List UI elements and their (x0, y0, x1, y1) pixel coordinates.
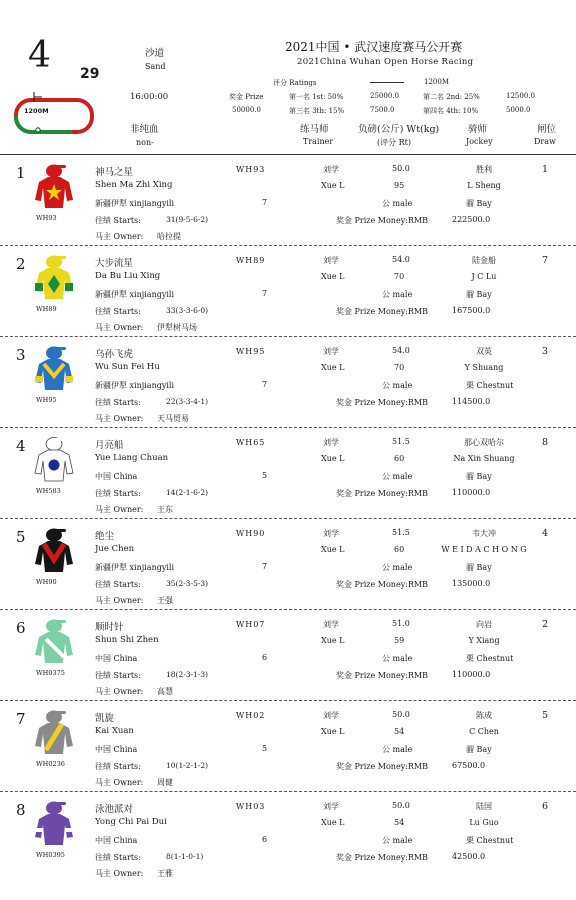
horse-name-en: Kai Xuan (95, 726, 134, 736)
jockey-en: Y Xiang (468, 636, 500, 645)
prize-1st-label: 第一名 1st: 50% (289, 93, 344, 101)
jockey-en: Y Shuang (464, 363, 504, 372)
starts-label: 往绩 Starts: (95, 489, 141, 498)
col-weight: 负磅(公斤) Wt(kg) (358, 124, 440, 135)
horse-code: WH65 (236, 438, 266, 447)
trainer-en: Xue L (321, 363, 345, 372)
prize-1st-amount: 25000.0 (370, 92, 399, 100)
jockey-en: L Sheng (467, 181, 501, 190)
horse-code: WH02 (236, 711, 266, 720)
jockey-cn: 双英 (476, 347, 492, 356)
jockey-en: W E I D A C H O N G (441, 545, 527, 554)
horse-rating: 59 (394, 636, 405, 645)
jockey-cn: 胜利 (476, 165, 492, 174)
jockey-cn: 韦大冲 (472, 529, 496, 538)
horse-rating: 54 (394, 727, 405, 736)
trainer-en: Xue L (321, 818, 345, 827)
track-surface-cn: 沙道 (145, 48, 165, 59)
horse-name-en: Shen Ma Zhi Xing (95, 180, 173, 190)
carried-weight: 50.0 (392, 164, 410, 173)
horse-name-cn: 泳池派对 (95, 804, 134, 815)
horse-prize-money: 167500.0 (452, 306, 491, 315)
col-rating: (评分 Rt) (377, 138, 412, 147)
horse-age: 7 (262, 289, 268, 298)
horse-code: WH90 (236, 529, 266, 538)
silk-code: WH93 (36, 214, 57, 222)
silk-code: WH0375 (36, 669, 65, 677)
jockey-en: C Chen (469, 727, 499, 736)
horse-rating: 60 (394, 545, 405, 554)
carried-weight: 54.0 (392, 346, 410, 355)
horse-owner: 王强 (157, 596, 173, 605)
horse-rating: 60 (394, 454, 405, 463)
row-divider (0, 427, 576, 428)
horse-prize-money: 222500.0 (452, 215, 491, 224)
owner-label: 马主 Owner: (95, 869, 144, 878)
horse-starts: 35(2-3-5-3) (166, 579, 209, 588)
runner-row-8 (0, 795, 576, 886)
horse-color: 骝 Bay (466, 290, 492, 299)
runner-number: 4 (16, 437, 26, 455)
trainer-cn: 刘学 (323, 620, 339, 629)
race-title-cn: 2021中国 • 武汉速度赛马公开赛 (285, 40, 463, 54)
horse-color: 栗 Chestnut (466, 381, 514, 390)
col-trainer-en: Trainer (303, 137, 334, 146)
owner-label: 马主 Owner: (95, 596, 144, 605)
horse-sex: 公 male (382, 290, 413, 299)
horse-starts: 33(3-3-6-0) (166, 306, 209, 315)
silk-code: WH90 (36, 578, 57, 586)
race-time: 16:00:00 (130, 92, 169, 102)
horse-name-cn: 绝尘 (95, 531, 115, 542)
trainer-en: Xue L (321, 181, 345, 190)
horse-rating: 95 (394, 181, 405, 190)
horse-prize-money: 114500.0 (452, 397, 491, 406)
runner-number: 3 (16, 346, 26, 364)
race-distance: 1200M (424, 78, 449, 86)
starts-label: 往绩 Starts: (95, 671, 141, 680)
horse-name-cn: 顺时针 (95, 622, 124, 633)
row-divider (0, 336, 576, 337)
jockey-en: J C Lu (471, 272, 497, 281)
prize-money-label: 奖金 Prize Money:RMB (336, 671, 429, 680)
carried-weight: 50.0 (392, 801, 410, 810)
horse-owner: 王雅 (157, 869, 173, 878)
race-title-en: 2021China Wuhan Open Horse Racing (297, 57, 474, 67)
trainer-cn: 刘学 (323, 529, 339, 538)
starts-label: 往绩 Starts: (95, 580, 141, 589)
race-number: 4 (28, 35, 51, 76)
horse-starts: 18(2-3-1-3) (166, 670, 209, 679)
runner-row-3 (0, 340, 576, 431)
starts-label: 往绩 Starts: (95, 853, 141, 862)
horse-prize-money: 67500.0 (452, 761, 486, 770)
runner-number: 1 (16, 164, 26, 182)
carried-weight: 50.0 (392, 710, 410, 719)
track-surface-en: Sand (145, 62, 166, 71)
prize-money-label: 奖金 Prize Money:RMB (336, 398, 429, 407)
horse-origin: 新疆伊犁 xinjiangyili (95, 563, 175, 572)
row-divider (0, 245, 576, 246)
horse-name-cn: 月亮船 (95, 440, 124, 451)
prize-label: 奖金 Prize (229, 93, 264, 101)
prize-4th-label: 第四名 4th: 10% (423, 107, 479, 115)
horse-prize-money: 110000.0 (452, 488, 491, 497)
runner-number: 6 (16, 619, 26, 637)
trainer-cn: 刘学 (323, 165, 339, 174)
jockey-silk-icon (34, 801, 74, 847)
horse-name-en: Yong Chi Pai Dui (95, 817, 167, 827)
horse-starts: 8(1-1-0-1) (166, 852, 204, 861)
horse-starts: 22(3-3-4-1) (166, 397, 209, 406)
silk-code: WH89 (36, 305, 57, 313)
horse-color: 骝 Bay (466, 199, 492, 208)
horse-name-en: Shun Shi Zhen (95, 635, 159, 645)
horse-name-en: Da Bu Liu Xing (95, 271, 161, 281)
jockey-cn: 那心双哈尔 (464, 438, 504, 447)
horse-name-cn: 凯旋 (95, 713, 115, 724)
owner-label: 马主 Owner: (95, 505, 144, 514)
horse-rating: 70 (394, 272, 405, 281)
race-subscript: 29 (80, 66, 100, 82)
prize-money-label: 奖金 Prize Money:RMB (336, 216, 429, 225)
carried-weight: 51.5 (392, 528, 410, 537)
horse-color: 骝 Bay (466, 745, 492, 754)
horse-age: 5 (262, 744, 268, 753)
trainer-cn: 刘学 (323, 256, 339, 265)
horse-code: WH95 (236, 347, 266, 356)
silk-code: WH0395 (36, 851, 65, 859)
col-draw-cn: 闸位 (537, 124, 557, 135)
starts-label: 往绩 Starts: (95, 398, 141, 407)
prize-money-label: 奖金 Prize Money:RMB (336, 489, 429, 498)
horse-color: 骝 Bay (466, 563, 492, 572)
horse-age: 6 (262, 653, 268, 662)
horse-prize-money: 110000.0 (452, 670, 491, 679)
horse-rating: 70 (394, 363, 405, 372)
draw-number: 7 (542, 255, 549, 266)
draw-number: 6 (542, 801, 549, 812)
horse-age: 7 (262, 198, 268, 207)
horse-owner: 哈拉提 (157, 232, 181, 241)
runner-row-6 (0, 613, 576, 704)
trainer-en: Xue L (321, 636, 345, 645)
prize-2nd-label: 第二名 2nd: 25% (423, 93, 480, 101)
prize-4th-amount: 5000.0 (506, 106, 531, 114)
owner-label: 马主 Owner: (95, 778, 144, 787)
prize-total: 50000.0 (232, 106, 261, 114)
prize-money-label: 奖金 Prize Money:RMB (336, 580, 429, 589)
draw-number: 1 (542, 164, 549, 175)
draw-number: 3 (542, 346, 549, 357)
runner-number: 2 (16, 255, 26, 273)
trainer-en: Xue L (321, 272, 345, 281)
horse-origin: 中国 China (95, 654, 138, 663)
draw-number: 8 (542, 437, 549, 448)
horse-age: 7 (262, 380, 268, 389)
jockey-cn: 陆金船 (472, 256, 496, 265)
row-divider (0, 518, 576, 519)
header-divider (0, 154, 576, 155)
draw-number: 4 (542, 528, 549, 539)
owner-label: 马主 Owner: (95, 232, 144, 241)
col-jockey-en: Jockey (466, 137, 493, 146)
horse-color: 骝 Bay (466, 472, 492, 481)
trainer-en: Xue L (321, 454, 345, 463)
jockey-en: Na Xin Shuang (453, 454, 515, 463)
carried-weight: 54.0 (392, 255, 410, 264)
horse-rating: 54 (394, 818, 405, 827)
horse-code: WH93 (236, 165, 266, 174)
runner-row-5 (0, 522, 576, 613)
horse-sex: 公 male (382, 745, 413, 754)
runner-number: 5 (16, 528, 26, 546)
horse-origin: 新疆伊犁 xinjiangyili (95, 290, 175, 299)
horse-sex: 公 male (382, 654, 413, 663)
starts-label: 往绩 Starts: (95, 762, 141, 771)
horse-origin: 中国 China (95, 472, 138, 481)
jockey-cn: 向岩 (476, 620, 492, 629)
jockey-silk-icon (34, 164, 74, 210)
owner-label: 马主 Owner: (95, 323, 144, 332)
carried-weight: 51.5 (392, 437, 410, 446)
horse-age: 5 (262, 471, 268, 480)
horse-name-en: Yue Liang Chuan (95, 453, 169, 463)
carried-weight: 51.0 (392, 619, 410, 628)
starts-label: 往绩 Starts: (95, 216, 141, 225)
rating-line (370, 82, 404, 83)
jockey-silk-icon (34, 255, 74, 301)
silk-code: WH95 (36, 396, 57, 404)
runner-row-1 (0, 158, 576, 249)
nonpure-label-en: non- (136, 138, 154, 147)
horse-origin: 新疆伊犁 xinjiangyili (95, 381, 175, 390)
horse-owner: 高慧 (157, 687, 173, 696)
col-draw-en: Draw (534, 137, 556, 146)
nonpure-label-cn: 非纯血 (130, 124, 159, 135)
trainer-cn: 刘学 (323, 802, 339, 811)
jockey-silk-icon (34, 528, 74, 574)
horse-sex: 公 male (382, 199, 413, 208)
draw-number: 2 (542, 619, 549, 630)
horse-age: 6 (262, 835, 268, 844)
trainer-cn: 刘学 (323, 438, 339, 447)
trainer-en: Xue L (321, 727, 345, 736)
jockey-cn: 陆国 (476, 802, 492, 811)
trainer-cn: 刘学 (323, 711, 339, 720)
horse-starts: 14(2-1-6-2) (166, 488, 209, 497)
jockey-silk-icon (34, 619, 74, 665)
horse-sex: 公 male (382, 472, 413, 481)
prize-money-label: 奖金 Prize Money:RMB (336, 853, 429, 862)
horse-code: WH89 (236, 256, 266, 265)
runner-row-7 (0, 704, 576, 795)
horse-owner: 王东 (157, 505, 173, 514)
horse-code: WH03 (236, 802, 266, 811)
horse-name-cn: 乌孙飞虎 (95, 349, 134, 360)
horse-color: 栗 Chestnut (466, 654, 514, 663)
horse-sex: 公 male (382, 836, 413, 845)
horse-sex: 公 male (382, 563, 413, 572)
horse-prize-money: 42500.0 (452, 852, 486, 861)
draw-number: 5 (542, 710, 549, 721)
prize-3rd-amount: 7500.0 (370, 106, 395, 114)
rating-label: 评分 Ratings (273, 79, 317, 87)
horse-prize-money: 135000.0 (452, 579, 491, 588)
horse-origin: 中国 China (95, 745, 138, 754)
horse-age: 7 (262, 562, 268, 571)
jockey-en: Lu Guo (469, 818, 499, 827)
prize-money-label: 奖金 Prize Money:RMB (336, 762, 429, 771)
row-divider (0, 609, 576, 610)
starts-label: 往绩 Starts: (95, 307, 141, 316)
prize-3rd-label: 第三名 3th: 15% (289, 107, 345, 115)
horse-name-cn: 大步流星 (95, 258, 134, 269)
track-distance-label: 1200M (24, 107, 49, 115)
horse-name-en: Jue Chen (95, 544, 135, 554)
runner-row-2 (0, 249, 576, 340)
prize-money-label: 奖金 Prize Money:RMB (336, 307, 429, 316)
horse-origin: 新疆伊犁 xinjiangyili (95, 199, 175, 208)
jockey-cn: 陈成 (476, 711, 492, 720)
horse-color: 栗 Chestnut (466, 836, 514, 845)
runner-number: 7 (16, 710, 26, 728)
row-divider (0, 700, 576, 701)
owner-label: 马主 Owner: (95, 687, 144, 696)
horse-owner: 伊犁树马场 (157, 323, 197, 332)
horse-owner: 周健 (157, 778, 173, 787)
row-divider (0, 791, 576, 792)
trainer-en: Xue L (321, 545, 345, 554)
horse-sex: 公 male (382, 381, 413, 390)
horse-starts: 31(9-5-6-2) (166, 215, 209, 224)
horse-starts: 10(1-2-1-2) (166, 761, 209, 770)
jockey-silk-icon (34, 710, 74, 756)
col-trainer-cn: 练马师 (300, 124, 329, 135)
jockey-silk-icon (34, 437, 74, 483)
silk-code: WH0236 (36, 760, 65, 768)
horse-origin: 中国 China (95, 836, 138, 845)
silk-code: WH583 (36, 487, 61, 495)
horse-code: WH07 (236, 620, 266, 629)
prize-2nd-amount: 12500.0 (506, 92, 535, 100)
horse-owner: 天马贸易 (157, 414, 189, 423)
col-jockey-cn: 骑师 (468, 124, 488, 135)
horse-name-cn: 神马之星 (95, 167, 134, 178)
owner-label: 马主 Owner: (95, 414, 144, 423)
horse-name-en: Wu Sun Fei Hu (95, 362, 160, 372)
runner-row-4 (0, 431, 576, 522)
jockey-silk-icon (34, 346, 74, 392)
trainer-cn: 刘学 (323, 347, 339, 356)
runner-number: 8 (16, 801, 26, 819)
